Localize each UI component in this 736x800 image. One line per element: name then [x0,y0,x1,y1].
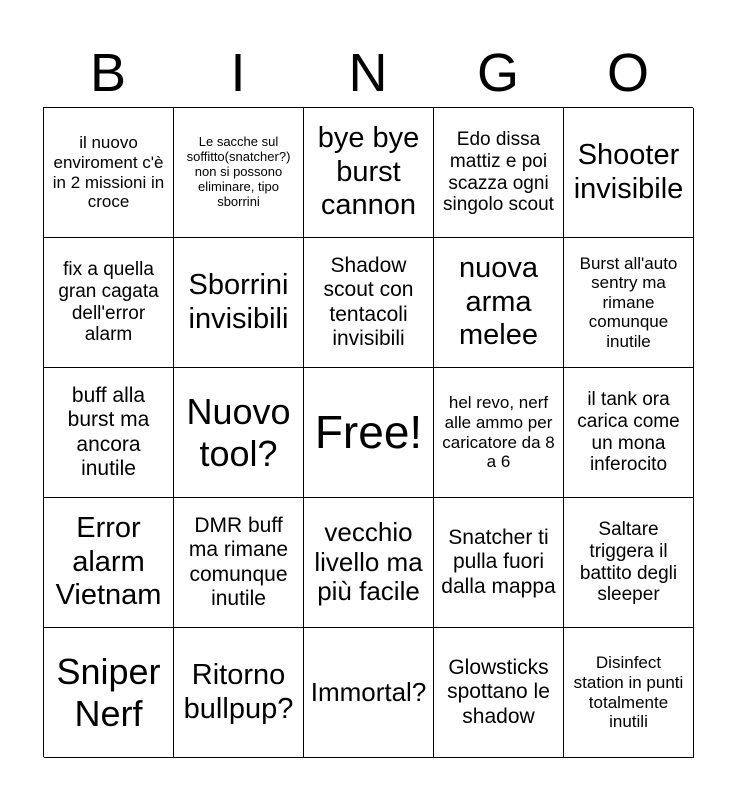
bingo-cell[interactable]: Shadow scout con tentacoli invisibili [304,238,434,368]
bingo-header [43,40,693,106]
bingo-cell[interactable]: Saltare triggera il battito degli sleeper [564,498,694,628]
bingo-cell[interactable]: Immortal? [304,628,434,758]
bingo-board [43,107,693,757]
bingo-cell[interactable]: Nuovo tool? [174,368,304,498]
bingo-cell[interactable]: buff alla burst ma ancora inutile [44,368,174,498]
bingo-cell[interactable]: vecchio livello ma più facile [304,498,434,628]
bingo-cell[interactable]: Sborrini invisibili [174,238,304,368]
header-letter-b: B [89,43,127,103]
bingo-cell[interactable]: Shooter invisibile [564,108,694,238]
bingo-cell[interactable]: il tank ora carica come un mona inferocito [564,368,694,498]
bingo-cell[interactable]: Burst all'auto sentry ma rimane comunque inutile [564,238,694,368]
free-space[interactable]: Free! [304,368,434,498]
header-letter-o: O [606,43,649,103]
bingo-cell[interactable]: Error alarm Vietnam [44,498,174,628]
bingo-cell[interactable]: nuova arma melee [434,238,564,368]
bingo-cell[interactable]: Le sacche sul soffitto(snatcher?) non si possono eliminare, tipo sborrini [174,108,304,238]
bingo-cell[interactable]: bye bye burst cannon [304,108,434,238]
bingo-cell[interactable]: il nuovo enviroment c'è in 2 missioni in croce [44,108,174,238]
bingo-cell[interactable]: Sniper Nerf [44,628,174,758]
header-letter-n: N [348,43,388,103]
header-letter-i: I [230,43,246,103]
bingo-cell[interactable]: DMR buff ma rimane comunque inutile [174,498,304,628]
bingo-cell[interactable]: hel revo, nerf alle ammo per caricatore da 8 a 6 [434,368,564,498]
bingo-cell[interactable]: Ritorno bullpup? [174,628,304,758]
bingo-cell[interactable]: fix a quella gran cagata dell'error alarm [44,238,174,368]
header-letter-g: G [476,43,519,103]
bingo-cell[interactable]: Snatcher ti pulla fuori dalla mappa [434,498,564,628]
bingo-cell[interactable]: Glowsticks spottano le shadow [434,628,564,758]
bingo-cell[interactable]: Disinfect station in punti totalmente inutili [564,628,694,758]
bingo-cell[interactable]: Edo dissa mattiz e poi scazza ogni singolo scout [434,108,564,238]
